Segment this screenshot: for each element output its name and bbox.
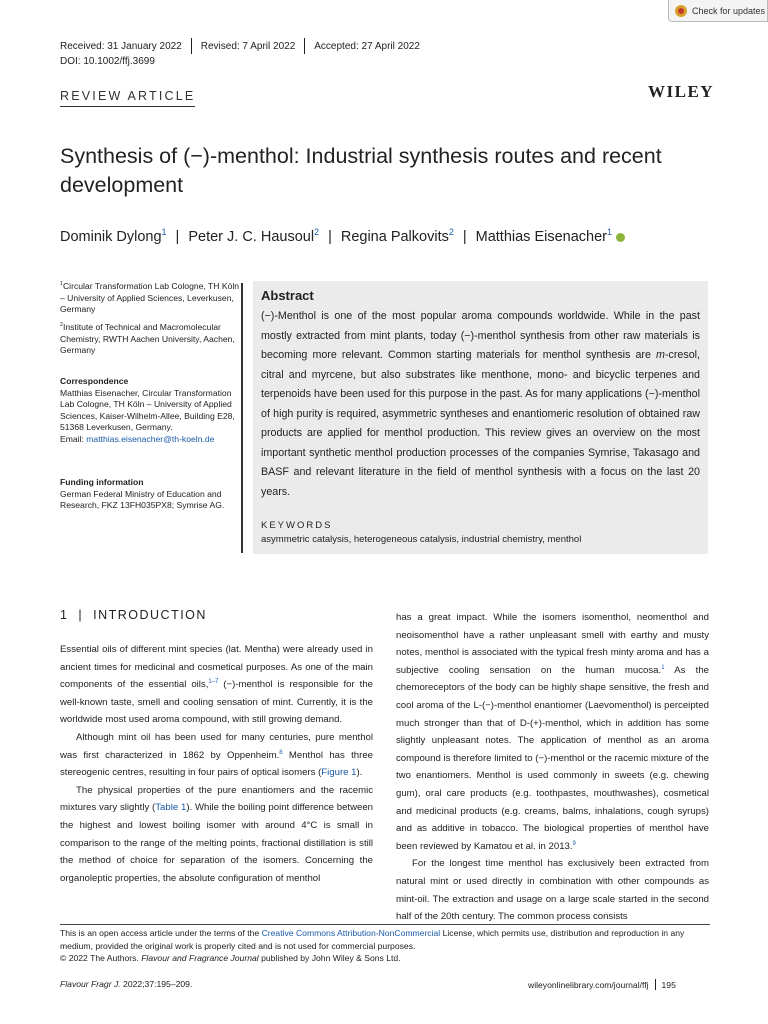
affiliation-2: $^2$Institute of Technical and Macromolecular Chemistry, RWTH Aachen University, Aachen, Germany [60, 322, 235, 356]
correspondence: Correspondence Matthias Eisenacher, Circular Transformation Lab Cologne, TH Köln – University of Applied Sciences, Kaiser-Wilhelm-Allee, Building E28, 51368 Leverkusen, Germany. Email: matthias.eisenacher@th-koeln.de [60, 376, 235, 444]
funding-info: Funding information German Federal Ministry of Education and Research, FKZ 13FH035PX8; Symrise AG. [60, 477, 225, 511]
doi[interactable]: DOI: 10.1002/ffj.3699 [60, 56, 155, 67]
divider [655, 979, 656, 990]
license-link[interactable]: Creative Commons Attribution-NonCommercial [261, 928, 441, 938]
paragraph: Essential oils of different mint species (lat. Mentha) were already used in ancient times for medicinal and cosmetical purposes. As one of the main components of the essential oils,$^{1-7}$ (−)-menthol is responsible for the well-known taste, smell and cooling sensation of mint. Currently, it is the worldwide most used aroma compound, with still growing demand. [60, 644, 373, 726]
paragraph: Although mint oil has been used for many centuries, pure menthol was first characterized in 1862 by Oppenheim.$^8$ Menthol has three stereogenic centres, resulting in four pairs of optical isomers (Figure 1). [60, 731, 373, 779]
keywords-heading: KEYWORDS [261, 520, 333, 531]
table-link[interactable]: Table 1 [155, 802, 187, 814]
check-updates-label: Check for updates [692, 5, 766, 16]
orcid-icon[interactable] [616, 233, 625, 242]
body-right-column [396, 609, 709, 926]
article-dates [60, 38, 429, 54]
author[interactable]: Regina Palkovits$^2$ [340, 227, 454, 245]
body-left-column [60, 641, 373, 887]
keywords-text: asymmetric catalysis, heterogeneous catalysis, industrial chemistry, menthol [261, 534, 582, 545]
affiliation-1: $^1$Circular Transformation Lab Cologne, TH Köln – University of Applied Sciences, Leverkusen, Germany [60, 281, 240, 315]
abstract-text: (−)-Menthol is one of the most popular aroma compounds worldwide. While in the past mostly extracted from mint plants, today (−)-menthol synthesis from other raw materials is becoming more relevant. Common starting materials for menthol synthesis are m-cresol, citral and myrcene, but also substrates like menthone, mono- and bicyclic terpenes and terpenoids have been used for this purpose in the past. As for many applications (−)-menthol of high purity is required, asymmetric syntheses and enantiomeric resolution of obtained raw products are applied for menthol production. This review gives an overview on the most important synthetic menthol production processes of the companies Symrise, Takasago and BASF and relevant literature in the field of menthol synthesis with a focus on the last 20 years. [261, 310, 700, 498]
article-title: Synthesis of (−)-menthol: Industrial synthesis routes and recent development [60, 144, 662, 197]
page-number: 195 [661, 979, 676, 990]
paragraph: The physical properties of the pure enantiomers and the racemic mixtures vary slightly (Table 1). While the boiling point difference between the highest and lowest boiling isomer with around 4°C is small in comparison to the range of the melting points, fractional distillation is still the method of choice for separation of the isomers. Concerning the organoleptic properties, the absolute configuration of menthol [60, 784, 374, 884]
check-for-updates-button[interactable] [668, 0, 768, 22]
received-date: Received: 31 January 2022 [60, 40, 182, 52]
author[interactable]: Peter J. C. Hausoul$^2$ [188, 227, 320, 245]
author-list: Dominik Dylong$^1$ | Peter J. C. Hausoul$^2$ | Regina Palkovits$^2$ | Matthias Eisenacher$^1$ [60, 229, 625, 245]
abstract-heading: Abstract [261, 288, 314, 303]
journal-url[interactable]: wileyonlinelibrary.com/journal/ffj [528, 979, 649, 990]
paragraph: For the longest time menthol has exclusively been extracted from natural mint or used directly in combination with other compounds as mint-oil. The extraction and usage on a large scale started in the second half of the 20th century. The common process consists [396, 858, 709, 923]
author[interactable]: Dominik Dylong$^1$ [60, 227, 167, 245]
author[interactable]: Matthias Eisenacher$^1$ [475, 227, 612, 245]
figure-link[interactable]: Figure 1 [321, 767, 357, 779]
divider [241, 283, 243, 553]
article-type: REVIEW ARTICLE [60, 89, 195, 107]
correspondence-heading: Correspondence [60, 376, 129, 386]
check-updates-icon [675, 5, 687, 17]
funding-heading: Funding information [60, 477, 144, 487]
section-heading: 1 | INTRODUCTION [60, 608, 207, 622]
license-footnote: This is an open access article under the terms of the Creative Commons Attribution-NonCommercial License, which permits use, distribution and reproduction in any medium, provided the original work is properly cited and is not used for commercial purposes. © 2022 The Authors. Flavour and Fragrance Journal published by John Wiley & Sons Ltd. [60, 924, 710, 965]
page-footer [528, 979, 676, 990]
revised-date: Revised: 7 April 2022 [200, 40, 296, 52]
email-link[interactable]: matthias.eisenacher@th-koeln.de [86, 433, 215, 444]
publisher-logo: WILEY [648, 82, 715, 101]
journal-citation: Flavour Fragr J. 2022;37:195–209. [60, 979, 193, 989]
accepted-date: Accepted: 27 April 2022 [314, 40, 420, 52]
paragraph: has a great impact. While the isomers isomenthol, neomenthol and neoisomenthol have a rather unpleasant smell with earthy and musty notes, menthol is associated with the typical fresh minty aroma and has a subjective cooling sensation on the human mucosa.$^1$ As the chemoreceptors of the body can be highly shape sensitive, the fresh and cool aroma of the L-(−)-menthol enantiomer (Laevomenthol) is perceipted much stronger than that of D-(+)-menthol, which in addition has some slightly unpleasant notes. The application of menthol as an aroma compound is therefore limited to (−)-menthol or the racemic mixture of the two enantiomers. Menthol is used commonly in sweets (e.g. chewing gum), oral care products (e.g. toothpastes, mouthwashes), cosmetical and medicinal products (e.g. creams, balms, inhalations, cough syrups) and as additive in tobacco. The biological properties of menthol have been reviewed by Kamatou et al. in 2013.$^9$ [396, 612, 709, 852]
